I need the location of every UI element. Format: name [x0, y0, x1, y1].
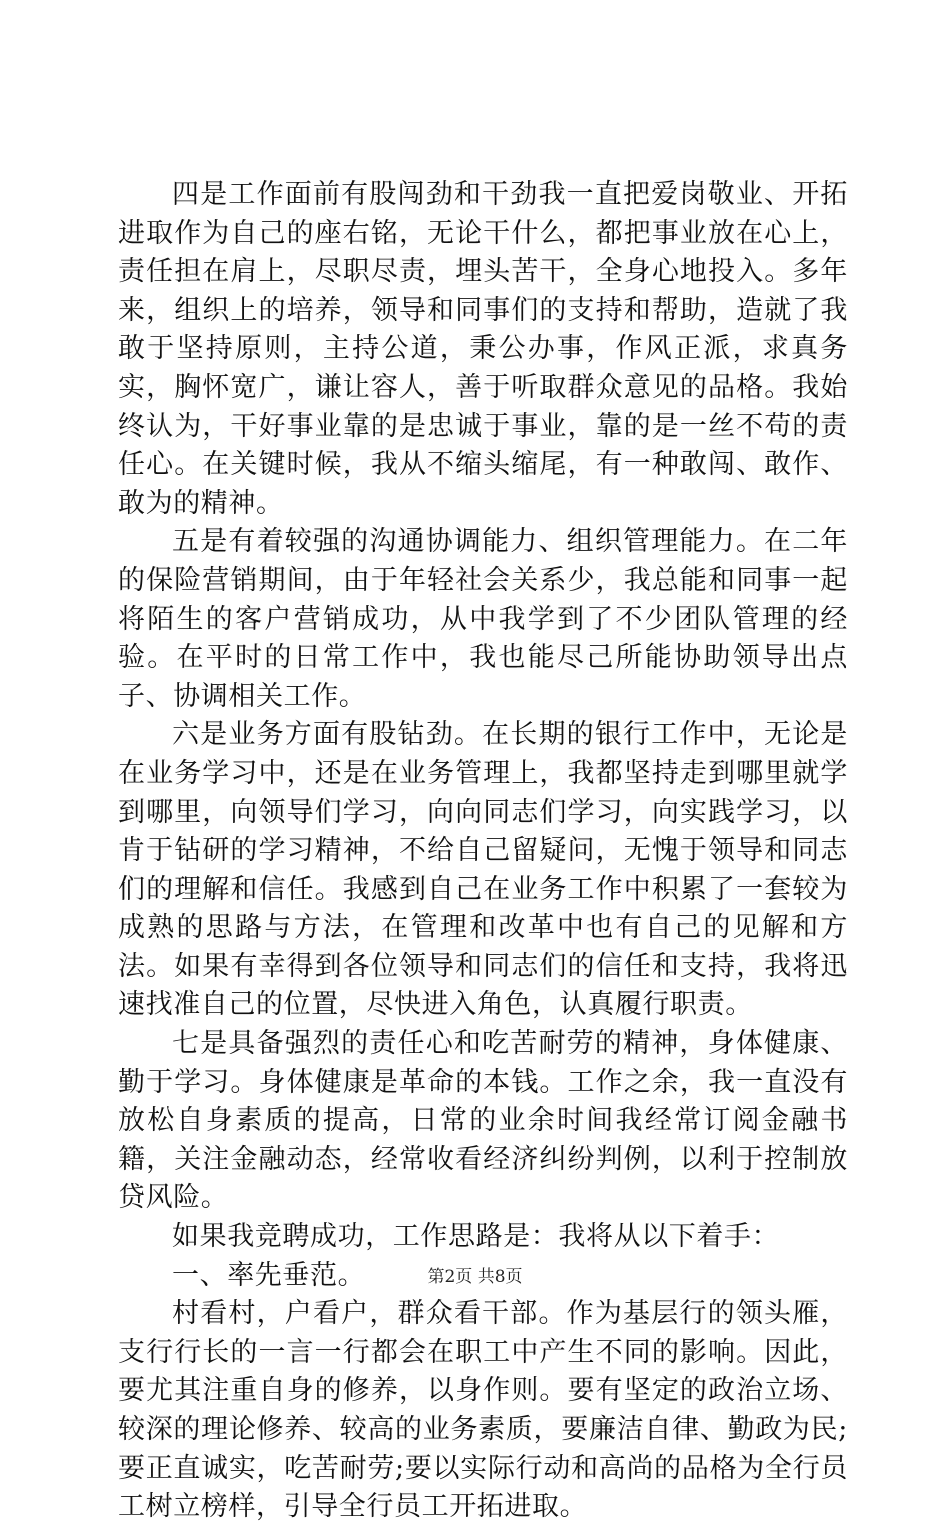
paragraph-7: 七是具备强烈的责任心和吃苦耐劳的精神，身体健康、勤于学习。身体健康是革命的本钱。工作之余，我一直没有放松自身素质的提高，日常的业余时间我经常订阅金融书籍，关注金融动态，经常收看经济纠纷判例，以利于控制放贷风险。 [118, 1028, 848, 1214]
page-footer: 第2页 共8页 [427, 1267, 523, 1287]
paragraph-6: 六是业务方面有股钻劲。在长期的银行工作中，无论是在业务学习中，还是在业务管理上，我都坚持走到哪里就学到哪里，向领导们学习，向向同志们学习，向实践学习，以肯于钻研的学习精神，不给自己留疑问，无愧于领导和同志们的理解和信任。我感到自己在业务工作中积累了一套较为成熟的思路与方法，在管理和改革中也有自己的见解和方法。如果有幸得到各位领导和同志们的信任和支持，我将迅速找准自己的位置，尽快进入角色，认真履行职责。 [118, 719, 848, 1021]
document-body [118, 176, 848, 1527]
paragraph-4: 四是工作面前有股闯劲和干劲我一直把爱岗敬业、开拓进取作为自己的座右铭，无论干什么，都把事业放在心上，责任担在肩上，尽职尽责，埋头苦干，全身心地投入。多年来，组织上的培养，领导和同事们的支持和帮助，造就了我敢于坚持原则，主持公道，秉公办事，作风正派，求真务实，胸怀宽广，谦让容人，善于听取群众意见的品格。我始终认为，干好事业靠的是忠诚于事业，靠的是一丝不苟的责任心。在关键时候，我从不缩头缩尾，有一种敢闯、敢作、敢为的精神。 [118, 179, 848, 519]
section-paragraph-1: 村看村，户看户，群众看干部。作为基层行的领头雁，支行行长的一言一行都会在职工中产生不同的影响。因此，要尤其注重自身的修养，以身作则。要有坚定的政治立场、较深的理论修养、较高的业务素质，要廉洁自律、勤政为民;要正直诚实，吃苦耐劳;要以实际行动和高尚的品格为全行员工树立榜样，引导全行员工开拓进取。 [118, 1298, 848, 1523]
section-heading-1: 一、率先垂范。 [172, 1259, 366, 1291]
work-plan-intro: 如果我竞聘成功，工作思路是：我将从以下着手： [172, 1221, 780, 1253]
paragraph-5: 五是有着较强的沟通协调能力、组织管理能力。在二年的保险营销期间，由于年轻社会关系少，我总能和同事一起将陌生的客户营销成功，从中我学到了不少团队管理的经验。在平时的日常工作中，我也能尽己所能协助领导出点子、协调相关工作。 [118, 526, 848, 712]
